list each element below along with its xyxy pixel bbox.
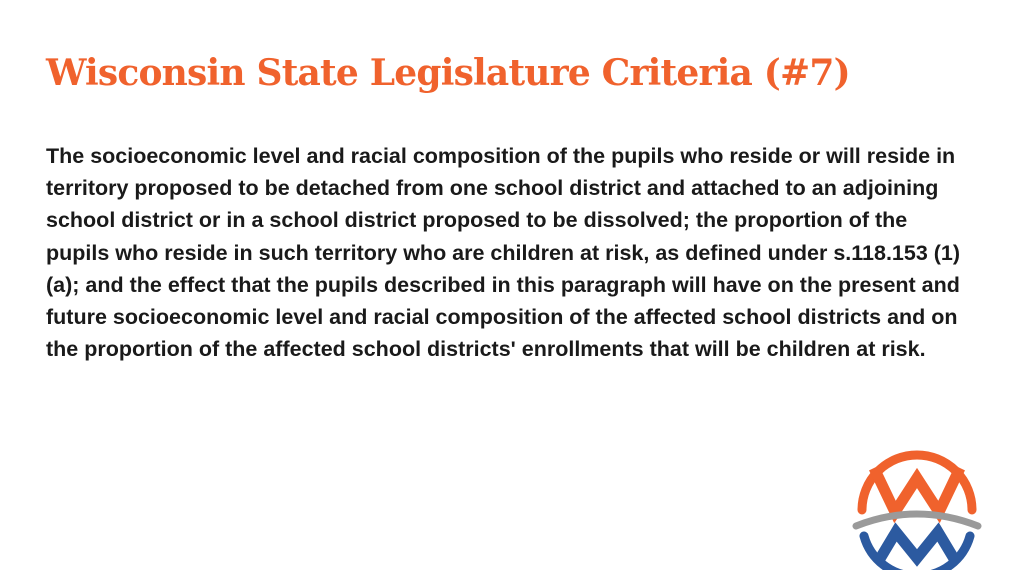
logo-w-letter [874, 468, 960, 512]
wm-emblem-icon [848, 440, 986, 570]
logo-divider-band [856, 514, 978, 526]
logo-m-letter [878, 532, 956, 562]
criteria-paragraph: The socioeconomic level and racial composition of the pupils who reside or will reside in territory proposed to be detached from one school district and attached to an adjoining school district or in a school district proposed to be dissolved; the proportion of the pupils who reside in such territory who are children at risk, as defined under s.118.153 (1)(a); and the effect that the pupils described in this paragraph will have on the present and future socioeconomic level and racial composition of the affected school districts and on the proportion of the affected school districts' enrollments that will be children at risk. [46, 144, 961, 362]
slide-title: Wisconsin State Legislature Criteria (#7) [46, 52, 850, 94]
